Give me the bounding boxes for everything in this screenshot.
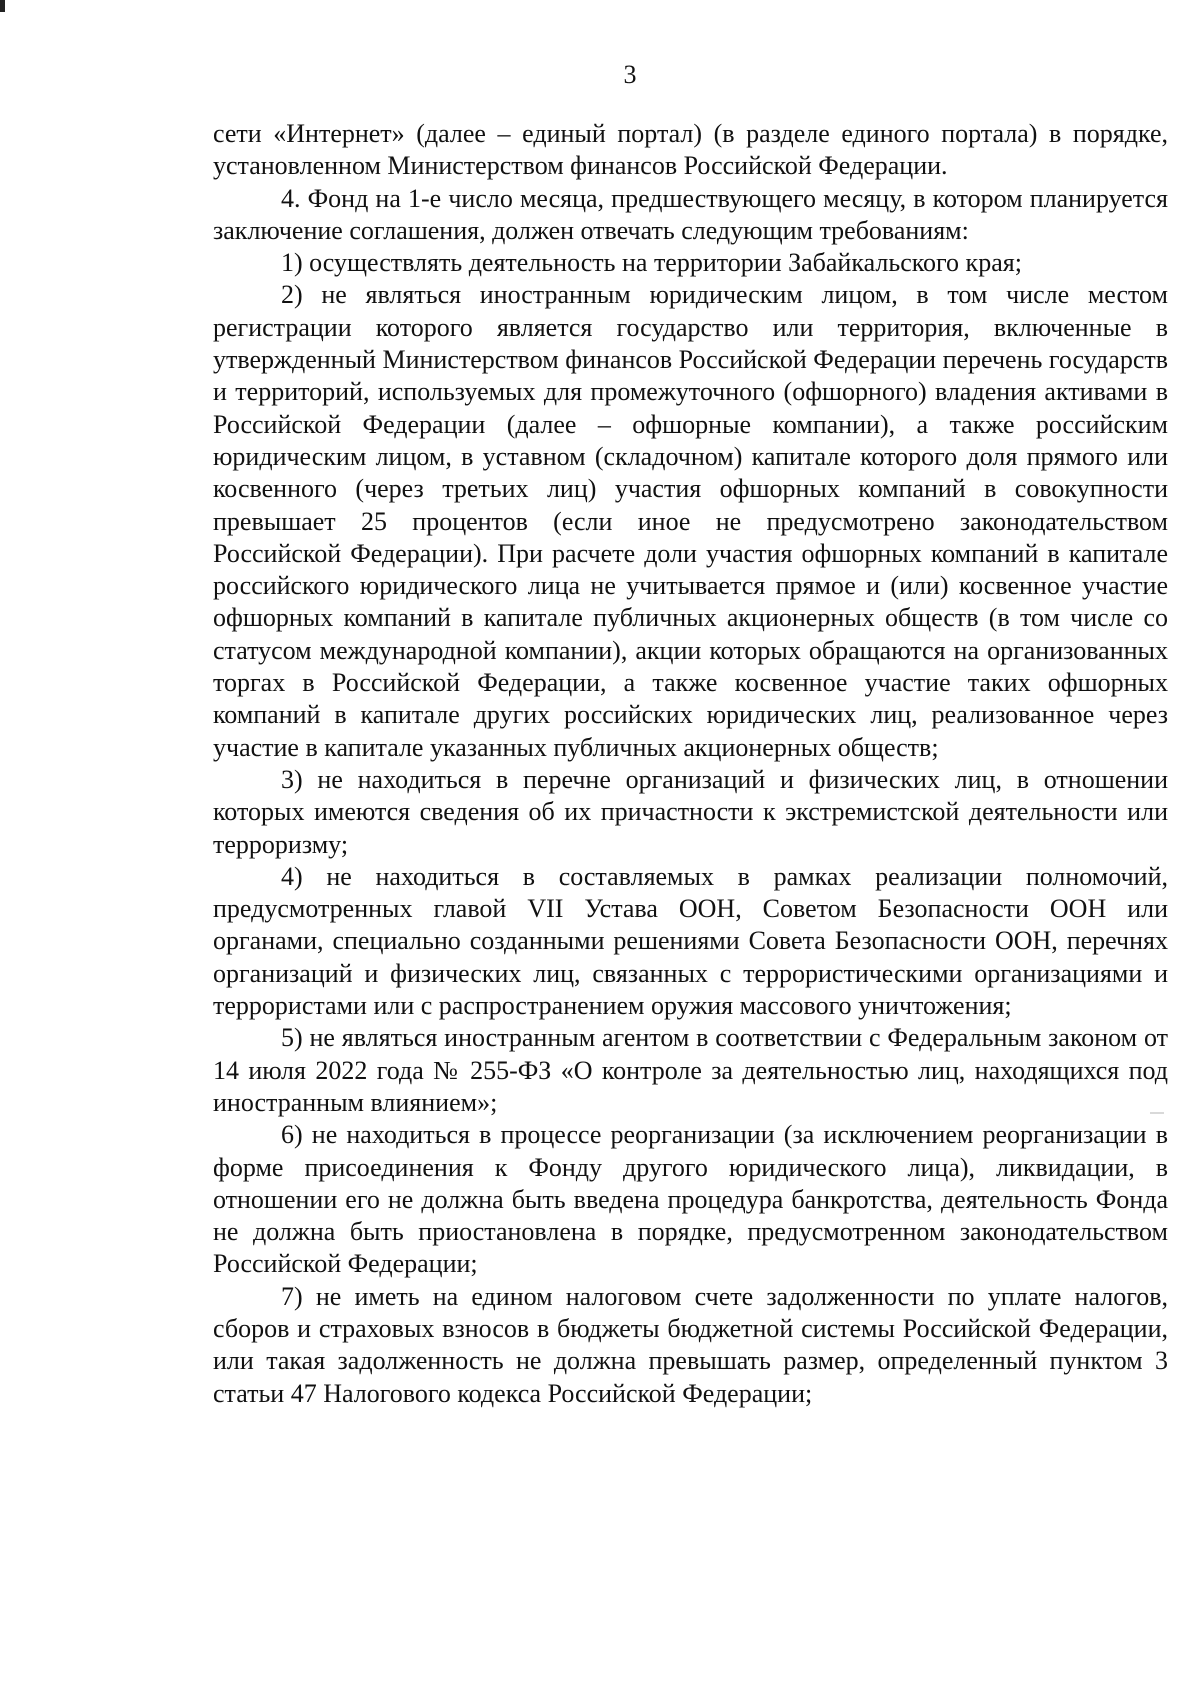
paragraph-requirement-2: 2) не являться иностранным юридическим лицом, в том числе местом регистрации которого является государство или территория, включенные в утвержденный Министерством финансов Российской Федерации перечень государств и территорий, используемых для промежуточного (офшорного) владения активами в Российской Федерации (далее – офшорные компании), а также российским юридическим лицом, в уставном (складочном) капитале которого доля прямого или косвенного (через третьих лиц) участия офшорных компаний в совокупности превышает 25 процентов (если иное не предусмотрено законодательством Российской Федерации). При расчете доли участия офшорных компаний в капитале российского юридического лица не учитывается прямое и (или) косвенное участие офшорных компаний в капитале публичных акционерных обществ (в том числе со статусом международной компании), акции которых обращаются на организованных торгах в Российской Федерации, а также косвенное участие таких офшорных компаний в капитале других российских юридических лиц, реализованное через участие в капитале указанных публичных акционерных обществ;: [213, 280, 1169, 762]
scan-artifact: [1150, 1112, 1164, 1114]
document-body: [213, 118, 1168, 1410]
paragraph-portal-continuation: сети «Интернет» (далее – единый портал) (в разделе единого портала) в порядке, установленном Министерством финансов Российской Федерации.: [213, 119, 1168, 181]
paragraph-requirement-1: 1) осуществлять деятельность на территории Забайкальского края;: [281, 248, 1022, 278]
paragraph-requirement-6: 6) не находиться в процессе реорганизации (за исключением реорганизации в форме присоединения к Фонду другого юридического лица), ликвидации, в отношении его не должна быть введена процедура банкротства, деятельность Фонда не должна быть приостановлена в порядке, предусмотренном законодательством Российской Федерации;: [213, 1120, 1168, 1279]
paragraph-requirement-4: 4) не находиться в составляемых в рамках реализации полномочий, предусмотренных главой VII Устава ООН, Советом Безопасности ООН или органами, специально созданными решениями Совета Безопасности ООН, перечнях организаций и физических лиц, связанных с террористическими организациями и террористами или с распространением оружия массового уничтожения;: [213, 861, 1168, 1021]
paragraph-item-4-requirements: 4. Фонд на 1-е число месяца, предшествующего месяцу, в котором планируется заключение соглашения, должен отвечать следующим требованиям:: [213, 183, 1168, 245]
scan-corner-mark: [0, 0, 5, 12]
paragraph-requirement-5: 5) не являться иностранным агентом в соответствии с Федеральным законом от 14 июля 2022 года № 255-ФЗ «О контроле за деятельностью лиц, находящихся под иностранным влиянием»;: [213, 1023, 1168, 1117]
page-number: 3: [623, 60, 637, 89]
paragraph-requirement-3: 3) не находиться в перечне организаций и физических лиц, в отношении которых имеются сведения об их причастности к экстремистской деятельности или терроризму;: [213, 764, 1168, 859]
paragraph-requirement-7: 7) не иметь на едином налоговом счете задолженности по уплате налогов, сборов и страховых взносов в бюджеты бюджетной системы Российской Федерации, или такая задолженность не должна превышать размер, определенный пунктом 3 статьи 47 Налогового кодекса Российской Федерации;: [213, 1281, 1168, 1408]
